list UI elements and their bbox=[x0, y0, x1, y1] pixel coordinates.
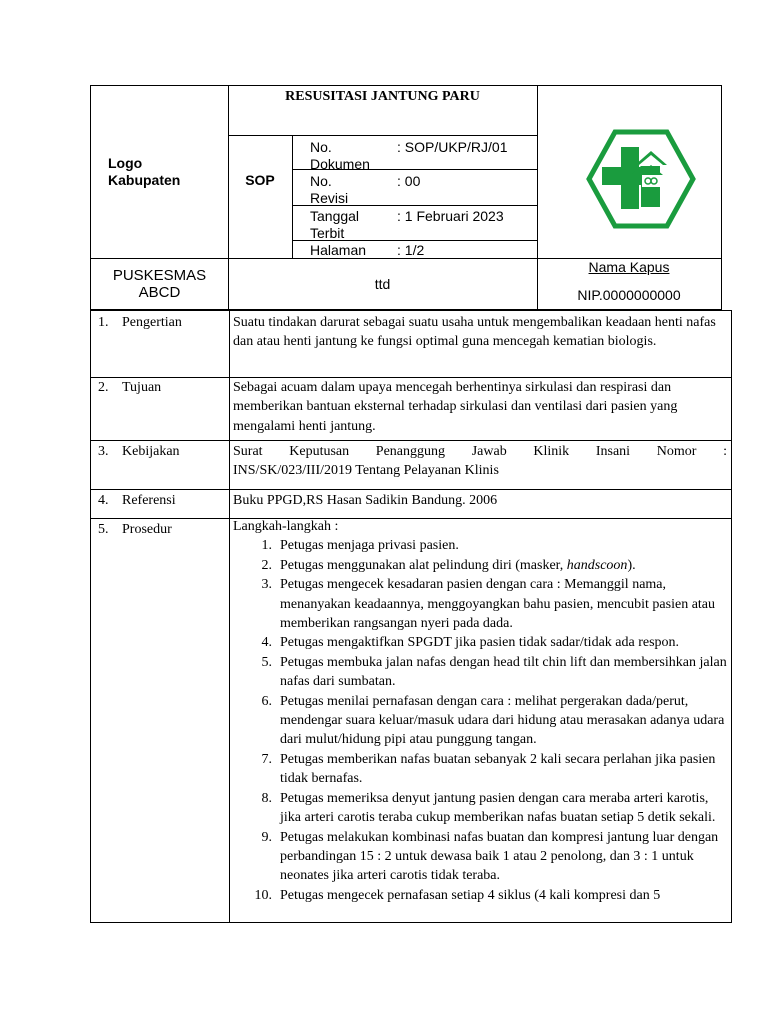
logo-line: Logo bbox=[108, 155, 143, 171]
field-label: No. bbox=[310, 173, 332, 189]
list-item bbox=[233, 692, 727, 750]
section-pengertian bbox=[90, 310, 732, 378]
divider bbox=[537, 86, 538, 310]
field-tanggal-terbit-value: : 1 Februari 2023 bbox=[397, 208, 504, 224]
section-title: Pengertian bbox=[122, 315, 182, 330]
field-halaman-value: : 1/2 bbox=[397, 242, 425, 258]
signature-placeholder: ttd bbox=[374, 276, 391, 292]
org-line: PUSKESMAS bbox=[112, 267, 207, 284]
procedure-intro: Langkah-langkah : bbox=[233, 519, 339, 534]
section-label bbox=[98, 520, 172, 539]
section-label bbox=[98, 378, 161, 397]
logo-kabupaten-placeholder bbox=[108, 155, 180, 189]
list-item bbox=[233, 789, 727, 828]
section-label bbox=[98, 491, 176, 510]
step-number: 8. bbox=[261, 790, 272, 806]
list-item bbox=[233, 828, 727, 886]
field-label: Revisi bbox=[310, 190, 349, 206]
org-line: ABCD bbox=[138, 284, 181, 301]
step-text: Petugas melakukan kombinasi nafas buatan dan kompresi jantung luar dengan perbandingan 15 : 2 untuk dewasa baik 1 atau 2 penolong, dan 3 : 1 untuk neonates jika arteri carotis tidak teraba. bbox=[280, 829, 719, 884]
list-item bbox=[233, 750, 727, 789]
section-text: Suatu tindakan darurat sebagai suatu usaha untuk mengembalikan keadaan henti nafas dan atau henti jantung ke fungsi optimal guna mencegah kematian biologis. bbox=[233, 315, 716, 350]
section-number: 3. bbox=[98, 444, 109, 459]
step-text: Petugas mengecek pernafasan setiap 4 siklus (4 kali kompresi dan 5 bbox=[280, 887, 661, 903]
step-text: Petugas menjaga privasi pasien. bbox=[280, 538, 459, 554]
field-no-revisi-value: : 00 bbox=[397, 173, 421, 189]
section-label bbox=[98, 442, 180, 461]
step-number: 5. bbox=[261, 654, 272, 670]
label-cell bbox=[91, 518, 230, 922]
step-text: Petugas mengecek kesadaran pasien dengan cara : Memanggil nama, menanyakan keadaannya, menggoyangkan bahu pasien, mencubit pasien atau memberikan rangsangan nyeri pada dada. bbox=[280, 577, 716, 632]
section-label bbox=[98, 313, 182, 332]
puskesmas-name bbox=[91, 267, 228, 301]
step-text: Petugas membuka jalan nafas dengan head tilt chin lift dan membersihkan jalan nafas dari sumbatan. bbox=[280, 654, 727, 690]
list-item bbox=[233, 633, 727, 652]
section-title: Referensi bbox=[122, 493, 176, 508]
section-text: Sebagai acuam dalam upaya mencegah berhentinya sirkulasi dan respirasi dan memberikan bantuan eksternal terhadap sirkulasi dan ventilasi dari pasien yang mengalami henti jantung. bbox=[233, 380, 678, 434]
puskesmas-logo-icon bbox=[585, 129, 697, 229]
section-number: 4. bbox=[98, 493, 109, 508]
field-tanggal-terbit-label bbox=[310, 208, 359, 242]
procedure-content bbox=[233, 517, 727, 905]
sop-label: SOP bbox=[245, 172, 275, 188]
step-text: Petugas menilai pernafasan dengan cara : melihat pergerakan dada/perut, mendengar suara keluar/masuk udara dari hidung atau merasakan adanya udara dari mulut/hidung pipi atau punggung tangan. bbox=[280, 693, 725, 748]
field-no-revisi-label bbox=[310, 173, 348, 207]
step-text: ). bbox=[627, 557, 636, 573]
field-halaman-label: Halaman bbox=[310, 242, 367, 258]
head-nip: NIP.0000000000 bbox=[577, 287, 681, 303]
step-text: Petugas mengaktifkan SPGDT jika pasien tidak sadar/tidak ada respon. bbox=[280, 635, 680, 651]
step-number: 10. bbox=[254, 887, 272, 903]
section-title: Kebijakan bbox=[122, 444, 180, 459]
procedure-steps bbox=[233, 536, 727, 905]
list-item bbox=[233, 556, 727, 575]
step-number: 9. bbox=[261, 829, 272, 845]
section-tujuan bbox=[90, 376, 732, 441]
section-number: 2. bbox=[98, 380, 109, 395]
field-label: Dokumen bbox=[310, 156, 370, 172]
step-number: 4. bbox=[261, 635, 272, 651]
step-text-italic: handscoon bbox=[566, 557, 628, 573]
head-name: Nama Kapus bbox=[588, 259, 670, 275]
step-text: Petugas memeriksa denyut jantung pasien dengan cara meraba arteri karotis, jika arteri carotis teraba cukup memberikan nafas buatan setiap 5 detik sekali. bbox=[280, 790, 716, 826]
section-number: 1. bbox=[98, 315, 109, 330]
field-label: No. bbox=[310, 139, 332, 155]
section-text: Buku PPGD,RS Hasan Sadikin Bandung. 2006 bbox=[233, 493, 498, 508]
list-item bbox=[233, 575, 727, 633]
section-title: Prosedur bbox=[122, 522, 172, 537]
step-text: Petugas memberikan nafas buatan sebanyak 2 kali secara perlahan jika pasien tidak bernafas. bbox=[280, 751, 716, 787]
section-prosedur bbox=[90, 518, 732, 923]
section-kebijakan bbox=[90, 440, 732, 490]
step-number: 1. bbox=[261, 538, 272, 554]
list-item bbox=[233, 536, 727, 555]
list-item bbox=[233, 653, 727, 692]
field-label: Terbit bbox=[310, 225, 345, 241]
step-text: Petugas menggunakan alat pelindung diri (masker, bbox=[280, 557, 567, 573]
list-item bbox=[233, 886, 727, 905]
section-text bbox=[233, 442, 727, 481]
section-text-line: Surat Keputusan Penanggung Jawab Klinik Insani Nomor : bbox=[233, 444, 727, 459]
divider bbox=[228, 135, 537, 136]
section-referensi bbox=[90, 489, 732, 519]
field-no-dokumen-label bbox=[310, 139, 370, 173]
field-no-dokumen-value: : SOP/UKP/RJ/01 bbox=[397, 139, 508, 155]
step-number: 7. bbox=[261, 751, 272, 767]
step-number: 6. bbox=[261, 693, 272, 709]
section-title: Tujuan bbox=[122, 380, 162, 395]
step-number: 2. bbox=[261, 557, 272, 573]
section-text-line: INS/SK/023/III/2019 Tentang Pelayanan Klinis bbox=[233, 463, 499, 479]
section-number: 5. bbox=[98, 522, 109, 537]
field-label: Tanggal bbox=[310, 208, 360, 224]
logo-line: Kabupaten bbox=[108, 172, 181, 188]
step-number: 3. bbox=[261, 577, 272, 593]
header-table bbox=[90, 85, 722, 310]
document-title: RESUSITASI JANTUNG PARU bbox=[285, 89, 480, 104]
